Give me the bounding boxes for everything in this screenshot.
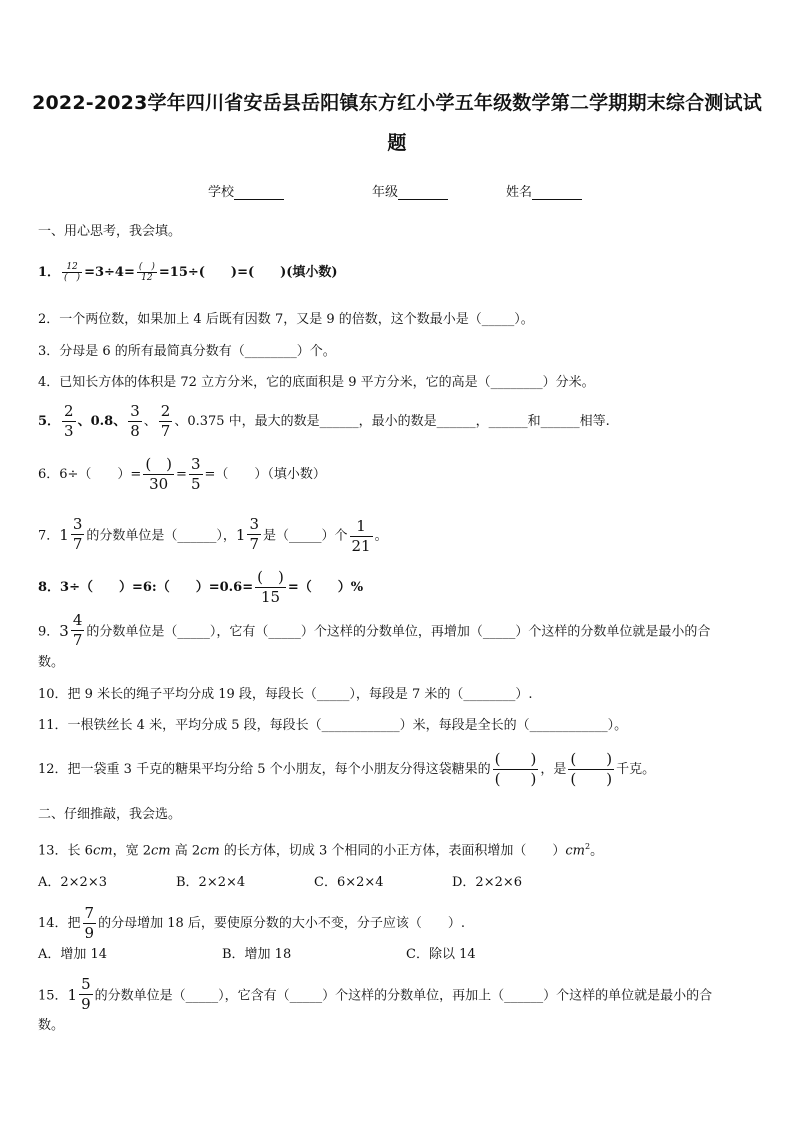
question-number: 9． (38, 624, 60, 640)
numerator: 5 (81, 975, 91, 993)
denominator: 9 (81, 995, 91, 1013)
denominator: ( ) (494, 770, 537, 788)
question-text: 6．6÷（ ）= (38, 467, 142, 482)
question-4: 4．已知长方体的体积是 72 立方分米，它的底面积是 9 平方分米，它的高是（________）分米。 (38, 375, 595, 390)
question-text: 的分母增加 18 后，要使原分数的大小不变，分子应该（ ）. (98, 916, 466, 931)
question-text: 12．把一袋重 3 千克的糖果平均分给 5 个小朋友，每个小朋友分得这袋糖果的 (38, 762, 491, 777)
fraction (128, 402, 142, 441)
question-3: 3．分母是 6 的所有最简真分数有（________）个。 (38, 344, 336, 359)
question-1 (38, 262, 762, 283)
question-13 (38, 838, 762, 860)
grade-blank (398, 186, 448, 200)
question-9-continued: 数。 (38, 655, 65, 670)
denominator: 15 (260, 588, 281, 606)
fraction (493, 750, 539, 789)
question-9 (38, 611, 762, 650)
option-a[interactable]: A．2×2×3 (38, 875, 107, 890)
fraction (350, 517, 373, 556)
fraction (79, 975, 93, 1014)
denominator: 7 (72, 631, 83, 649)
fraction (137, 262, 157, 283)
question-text: 、 (143, 414, 157, 429)
page-title: 2022-2023学年四川省安岳县岳阳镇东方红小学五年级数学第二学期期末综合测试试 (32, 92, 762, 114)
whole-part: 1 (67, 985, 78, 1004)
option-c[interactable]: C．6×2×4 (314, 875, 384, 890)
question-number: 15． (38, 988, 68, 1004)
unit: cm (200, 843, 220, 859)
question-10: 10．把 9 米长的绳子平均分成 19 段，每段长（_____），每段是 7 米的（________）. (38, 687, 533, 702)
option-b[interactable]: B．2×2×4 (176, 875, 246, 890)
unit-exponent: 2 (585, 842, 591, 851)
denominator: 21 (351, 536, 371, 555)
option-b[interactable]: B．增加 18 (222, 947, 292, 962)
question-text: 的分数单位是（_____），它有（_____）个这样的分数单位，再增加（_____）个这样的分数单位就是最小的合 (86, 624, 711, 640)
unit: cm (92, 843, 113, 859)
question-14-options (38, 946, 762, 964)
question-text: =（ ）% (287, 580, 364, 595)
question-number: 7． (38, 528, 60, 544)
mixed-number (59, 515, 86, 554)
question-text: 是（_____）个 (262, 528, 348, 544)
numerator: 3 (130, 402, 140, 420)
numerator: 2 (160, 402, 171, 420)
question-text: 的分数单位是（_____），它含有（_____）个这样的分数单位，再加上（______）个这样的单位就是最小的合 (94, 988, 713, 1004)
school-label: 学校 (208, 185, 235, 200)
question-number: 5． (38, 414, 61, 429)
numerator: 2 (64, 402, 74, 420)
denominator: 7 (160, 422, 171, 440)
denominator: 5 (190, 475, 201, 493)
question-text: 。 (590, 843, 604, 859)
numerator: ( ) (257, 568, 284, 586)
question-7 (38, 515, 762, 556)
option-a[interactable]: A．增加 14 (38, 947, 108, 962)
option-d[interactable]: D．2×2×6 (452, 875, 523, 890)
question-15 (38, 975, 762, 1014)
question-text: 的分数单位是（______）， (86, 528, 236, 544)
whole-part: 1 (235, 525, 246, 544)
numerator: 7 (84, 904, 95, 922)
denominator: 9 (84, 924, 95, 942)
numerator: 1 (350, 517, 373, 537)
whole-part: 3 (59, 621, 69, 640)
question-12 (38, 750, 762, 789)
fraction (71, 515, 85, 554)
fraction (62, 262, 82, 283)
question-5 (38, 402, 762, 441)
unit: cm (150, 843, 171, 859)
fraction (247, 515, 261, 554)
whole-part: 1 (59, 525, 69, 544)
denominator: 7 (72, 535, 83, 553)
question-2: 2．一个两位数，如果加上 4 后既有因数 7，又是 9 的倍数，这个数最小是（_____）。 (38, 312, 534, 327)
fraction (71, 611, 85, 650)
question-text: 高 2 (170, 843, 201, 859)
option-c[interactable]: C．除以 14 (406, 947, 476, 962)
fraction (189, 455, 203, 494)
name-blank (532, 186, 582, 200)
mixed-number (68, 975, 95, 1014)
numerator: 4 (72, 611, 83, 629)
numerator: ( ) (145, 455, 173, 473)
section-heading-choose: 二、仔细推敲，我会选。 (38, 807, 182, 822)
question-text: 13．长 6 (38, 843, 93, 859)
grade-label: 年级 (372, 185, 399, 200)
question-text: ，宽 2 (112, 843, 151, 859)
question-8 (38, 568, 762, 607)
question-6 (38, 455, 762, 494)
name-label: 姓名 (506, 185, 533, 200)
numerator: 3 (190, 455, 201, 473)
numerator: 12 (62, 262, 82, 273)
question-text: 千克。 (616, 762, 656, 777)
section-heading-fill: 一、用心思考，我会填。 (38, 224, 182, 239)
school-blank (234, 186, 284, 200)
mixed-number (236, 515, 263, 554)
question-text: = (176, 467, 187, 482)
question-text: 14．把 (38, 916, 81, 931)
question-text: ，是 (540, 762, 567, 777)
denominator: 12 (141, 273, 153, 283)
grade-field (372, 181, 448, 200)
denominator: ( ) (570, 770, 613, 788)
denominator: 30 (149, 475, 169, 493)
question-text: 、0.8、 (77, 414, 127, 429)
question-text: 的长方体，切成 3 个相同的小正方体，表面积增加（ ） (219, 843, 566, 859)
fraction (568, 750, 614, 789)
numerator: ( ) (570, 750, 613, 768)
fraction (159, 402, 173, 441)
question-text: 。 (374, 528, 388, 544)
numerator: ( ) (138, 262, 155, 272)
question-text: =（ ）（填小数） (204, 467, 326, 482)
denominator: 8 (130, 422, 140, 440)
school-field (208, 181, 284, 200)
unit: cm (565, 843, 586, 859)
fraction (255, 568, 286, 607)
numerator: 3 (72, 515, 83, 533)
denominator: 3 (64, 422, 74, 440)
question-number: 1． (38, 265, 61, 280)
question-text: =3÷4= (84, 265, 135, 280)
fraction (62, 402, 76, 441)
question-14 (38, 904, 762, 943)
question-text: =15÷( )=( )(填小数) (158, 265, 338, 280)
name-field (506, 181, 582, 200)
question-11: 11．一根铁丝长 4 米，平均分成 5 段，每段长（____________）米，每段是全长的（____________）。 (38, 718, 628, 733)
question-text: 、0.375 中，最大的数是______，最小的数是______，______和______相等. (174, 414, 610, 429)
question-text: 8．3÷（ ）=6:（ ）=0.6= (38, 580, 254, 595)
denominator: ( ) (64, 273, 81, 283)
page-title-continued: 题 (387, 132, 407, 154)
question-13-options (38, 874, 762, 892)
fraction (83, 904, 97, 943)
numerator: 3 (249, 515, 259, 533)
denominator: 7 (249, 535, 259, 553)
numerator: ( ) (494, 750, 537, 768)
fraction (143, 455, 174, 494)
question-15-continued: 数。 (38, 1018, 65, 1033)
mixed-number (59, 611, 86, 650)
